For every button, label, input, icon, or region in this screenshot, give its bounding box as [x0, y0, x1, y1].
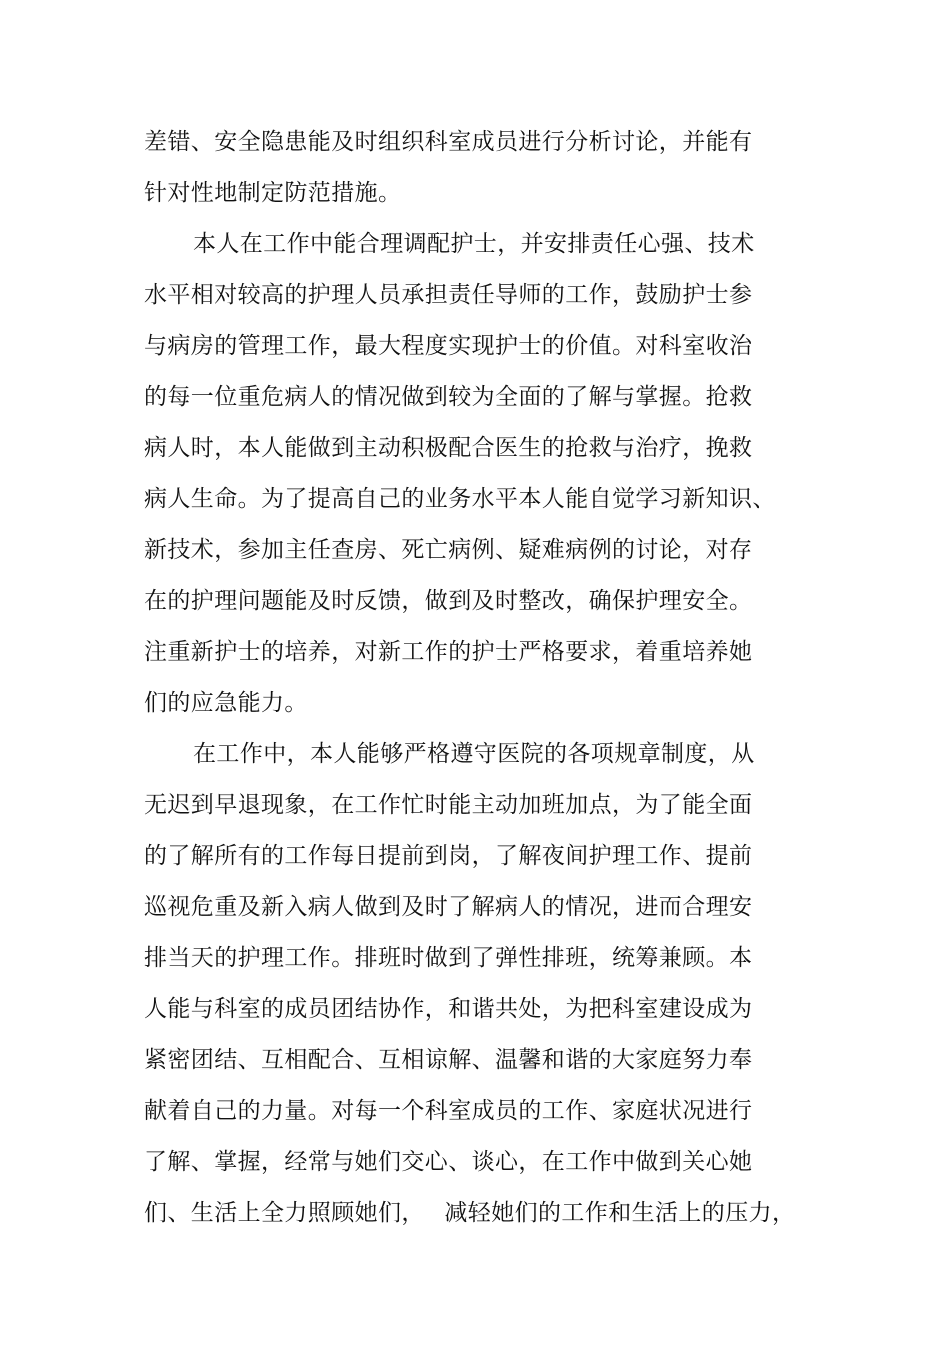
text-line: 在的护理问题能及时反馈，做到及时整改，确保护理安全。: [144, 588, 753, 614]
text-line: 水平相对较高的护理人员承担责任导师的工作，鼓励护士参: [144, 282, 753, 308]
paragraph-start-line: 在工作中，本人能够严格遵守医院的各项规章制度，从: [193, 741, 755, 767]
text-line: 新技术，参加主任查房、死亡病例、疑难病例的讨论，对存: [144, 537, 753, 563]
text-line: 与病房的管理工作，最大程度实现护士的价值。对科室收治: [144, 333, 753, 359]
text-line: 紧密团结、互相配合、互相谅解、温馨和谐的大家庭努力奉: [144, 1047, 753, 1073]
text-line: 的了解所有的工作每日提前到岗，了解夜间护理工作、提前: [144, 843, 753, 869]
paragraph-start-line: 本人在工作中能合理调配护士，并安排责任心强、技术: [193, 231, 755, 257]
text-line: 排当天的护理工作。排班时做到了弹性排班，统筹兼顾。本: [144, 945, 753, 971]
text-line: 病人时，本人能做到主动积极配合医生的抢救与治疗，挽救: [144, 435, 753, 461]
text-line: 差错、安全隐患能及时组织科室成员进行分析讨论，并能有: [144, 129, 753, 155]
text-line: 的每一位重危病人的情况做到较为全面的了解与掌握。抢救: [144, 384, 753, 410]
text-line: 无迟到早退现象，在工作忙时能主动加班加点，为了能全面: [144, 792, 753, 818]
text-line: 注重新护士的培养，对新工作的护士严格要求，着重培养她: [144, 639, 753, 665]
text-line: 病人生命。为了提高自己的业务水平本人能自觉学习新知识、: [144, 486, 776, 512]
text-line: 人能与科室的成员团结协作，和谐共处，为把科室建设成为: [144, 996, 753, 1022]
text-line: 针对性地制定防范措施。: [144, 180, 402, 206]
text-line: 巡视危重及新入病人做到及时了解病人的情况，进而合理安: [144, 894, 753, 920]
document-body: [144, 117, 796, 1239]
text-line: 们的应急能力。: [144, 690, 308, 716]
text-line: 们、生活上全力照顾她们， 减轻她们的工作和生活上的压力，: [144, 1200, 796, 1226]
text-line: 了解、掌握，经常与她们交心、谈心，在工作中做到关心她: [144, 1149, 753, 1175]
text-line: 献着自己的力量。对每一个科室成员的工作、家庭状况进行: [144, 1098, 753, 1124]
